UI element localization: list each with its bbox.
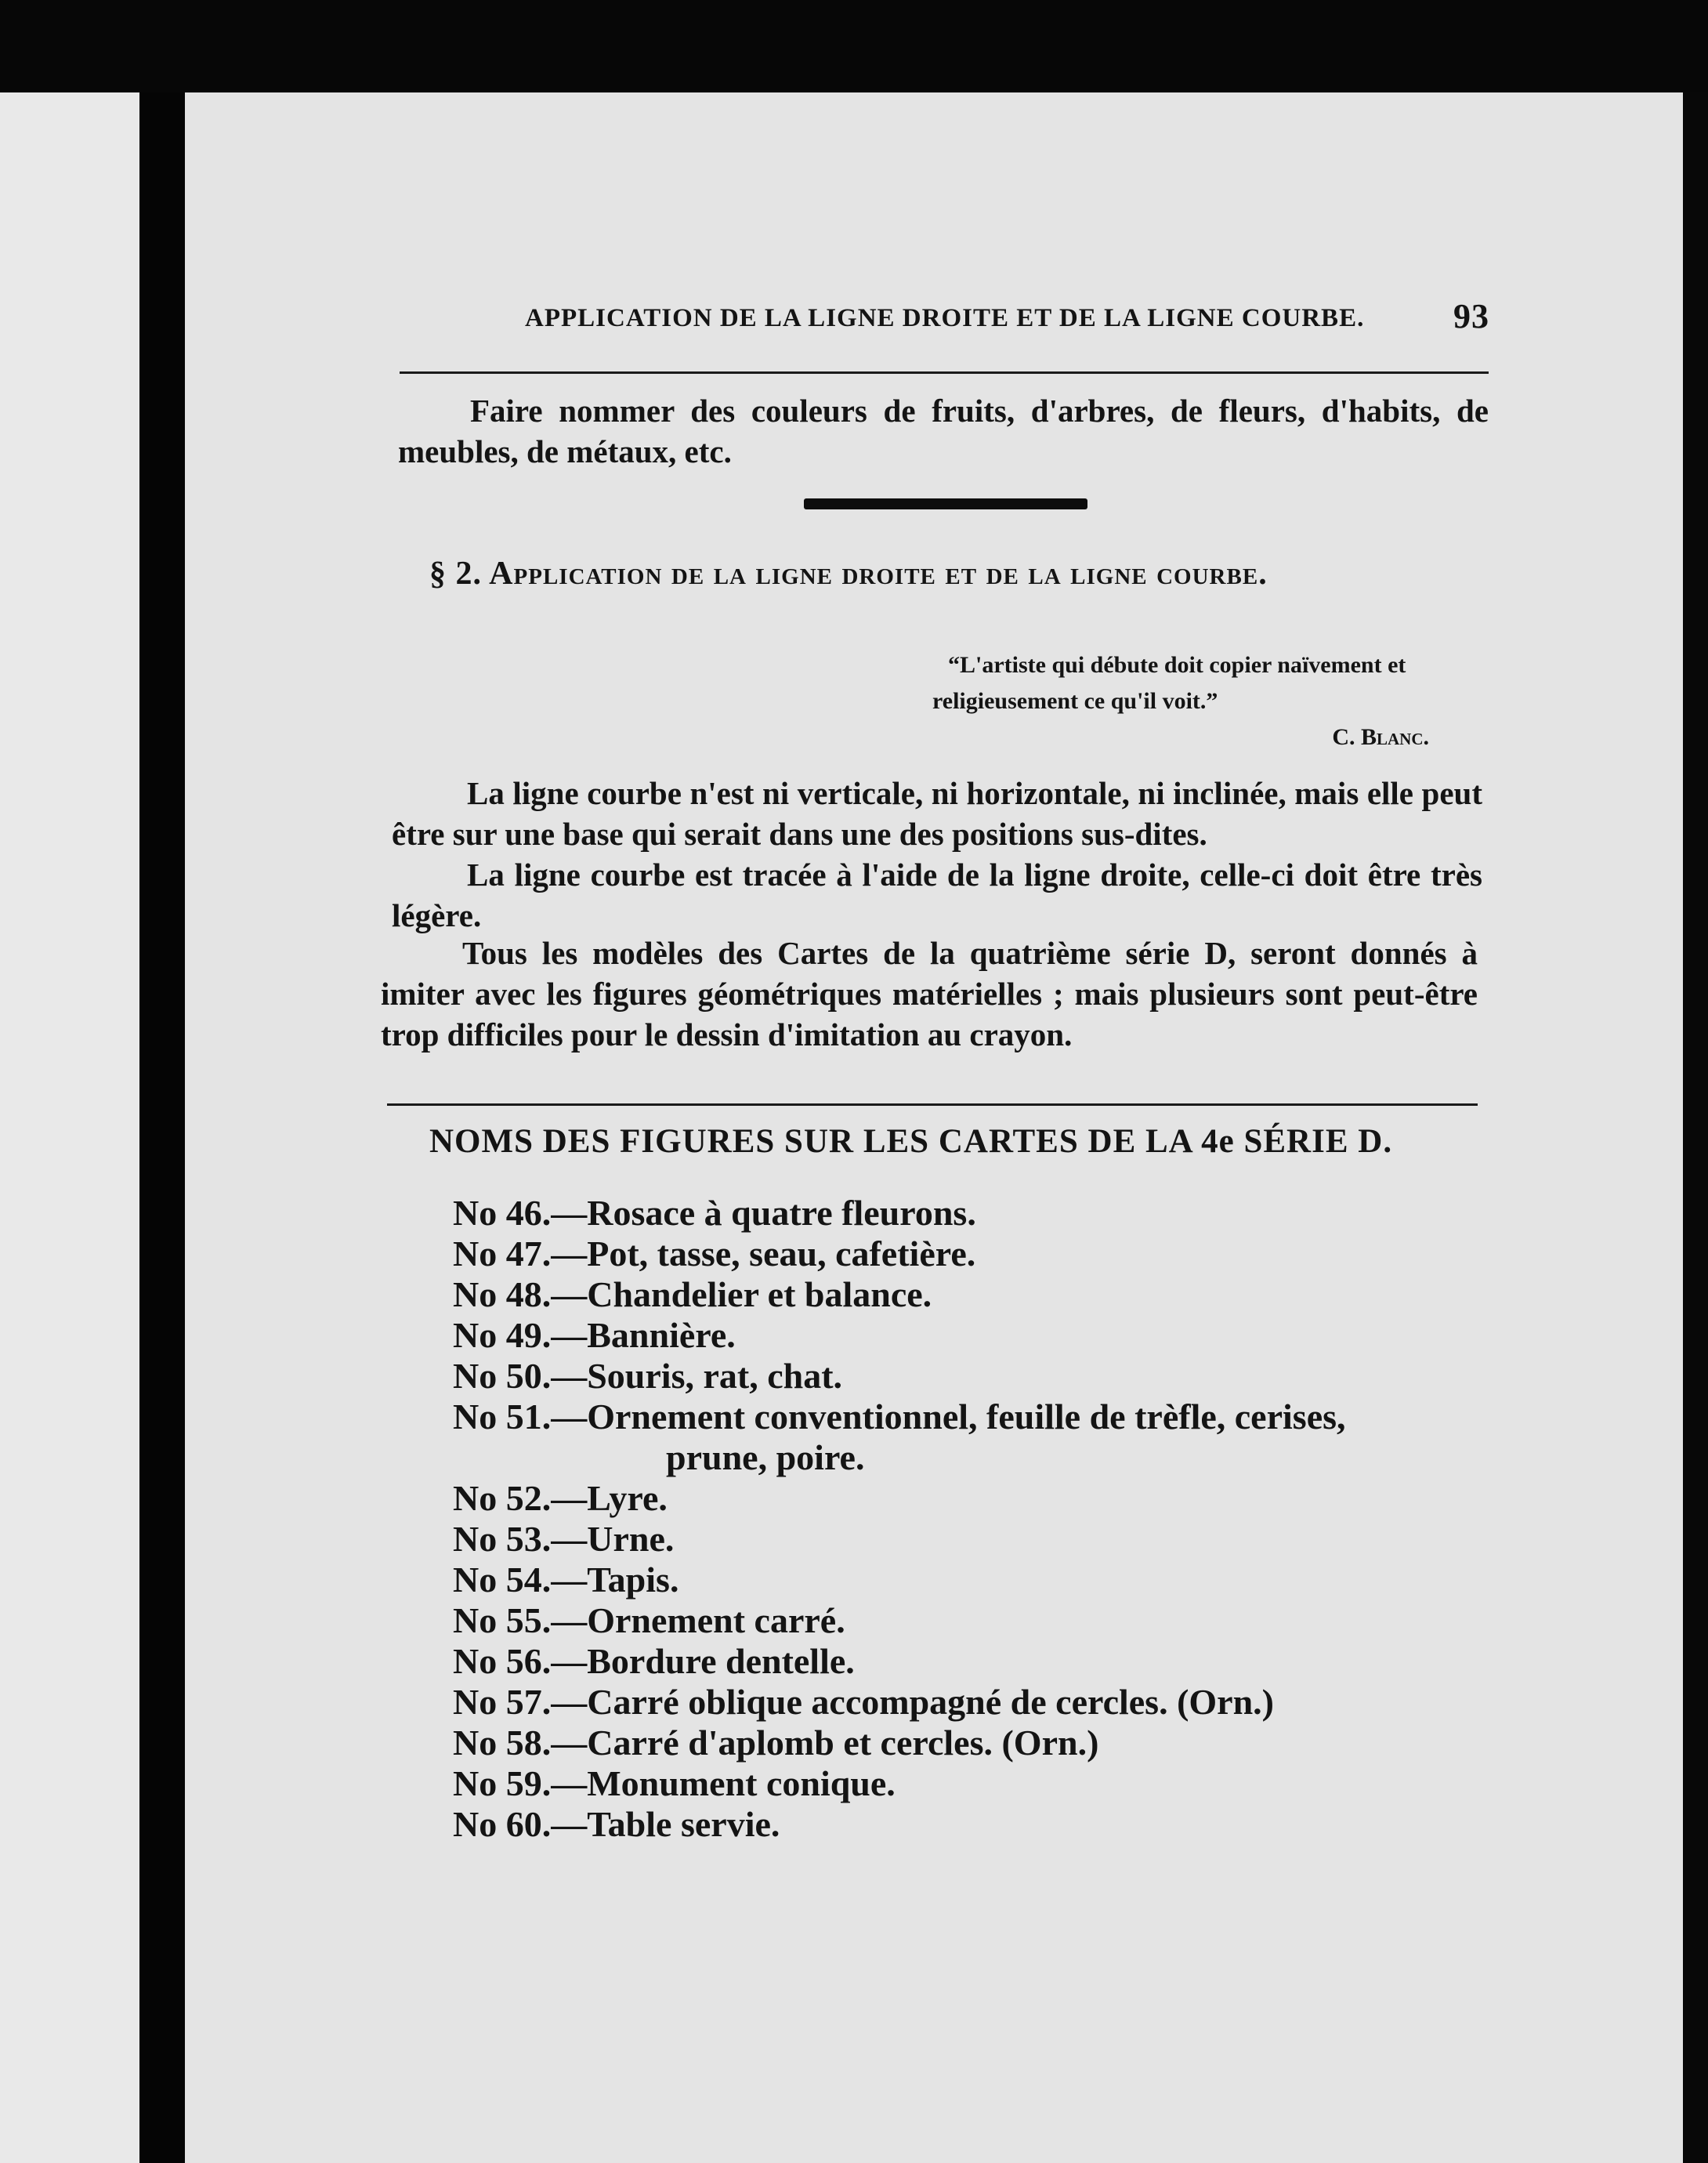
book-gutter [139,92,185,2163]
body-paragraph-1: La ligne courbe n'est ni verticale, ni horizontale, ni inclinée, mais elle peut être sur une base qui serait dans une des positions sus-dites. [392,775,1482,852]
page-number: 93 [1453,297,1489,335]
running-head-title: APPLICATION DE LA LIGNE DROITE ET DE LA LIGNE COURBE. [525,304,1365,332]
intro-paragraph: Faire nommer des couleurs de fruits, d'arbres, de fleurs, d'habits, de meubles, de métaux, etc. [398,393,1489,469]
list-item: No 55.—Ornement carré. [453,1600,845,1640]
epigraph-text: “L'artiste qui débute doit copier naïvement et religieusement ce qu'il voit.” [932,652,1406,714]
epigraph-author: C. Blanc. [1332,724,1429,750]
list-item: No 53.—Urne. [453,1519,675,1559]
body-paragraph-2: La ligne courbe est tracée à l'aide de la ligne droite, celle-ci doit être très légère. [392,857,1482,933]
list-rule [387,1103,1478,1106]
body-paragraph-3: Tous les modèles des Cartes de la quatrième série D, seront donnés à imiter avec les figures géométriques matérielles ; mais plusieurs sont peut-être trop difficiles pour le dessin d'imitation au crayon. [381,935,1478,1053]
list-item: No 54.—Tapis. [453,1560,679,1600]
epigraph [932,647,1434,755]
scan-right-border [1683,92,1708,2163]
facing-page-edge [0,92,139,2163]
section-heading: § 2. Application de la ligne droite et de la ligne courbe. [429,556,1268,592]
list-item: No 49.—Bannière. [453,1315,736,1355]
list-item-continuation: prune, poire. [666,1437,865,1477]
list-item-text: No 51.—Ornement conventionnel, feuille de trèfle, cerises, [453,1397,1346,1437]
figures-list-heading: NOMS DES FIGURES SUR LES CARTES DE LA 4e SÉRIE D. [429,1123,1393,1160]
list-item: No 52.—Lyre. [453,1478,668,1518]
list-item: No 56.—Bordure dentelle. [453,1641,855,1681]
list-item: No 46.—Rosace à quatre fleurons. [453,1193,976,1233]
section-divider [804,498,1087,509]
list-item: No 59.—Monument conique. [453,1763,896,1803]
list-item: No 60.—Table servie. [453,1804,780,1844]
list-item: No 50.—Souris, rat, chat. [453,1356,843,1396]
list-item: No 57.—Carré oblique accompagné de cercles. (Orn.) [453,1682,1275,1722]
list-item [453,1397,1471,1478]
figures-list [453,1193,1471,1845]
header-rule [400,371,1489,374]
list-item: No 58.—Carré d'aplomb et cercles. (Orn.) [453,1723,1099,1763]
list-item: No 47.—Pot, tasse, seau, cafetière. [453,1234,976,1274]
list-item: No 48.—Chandelier et balance. [453,1274,932,1314]
scan-top-border [0,0,1708,92]
